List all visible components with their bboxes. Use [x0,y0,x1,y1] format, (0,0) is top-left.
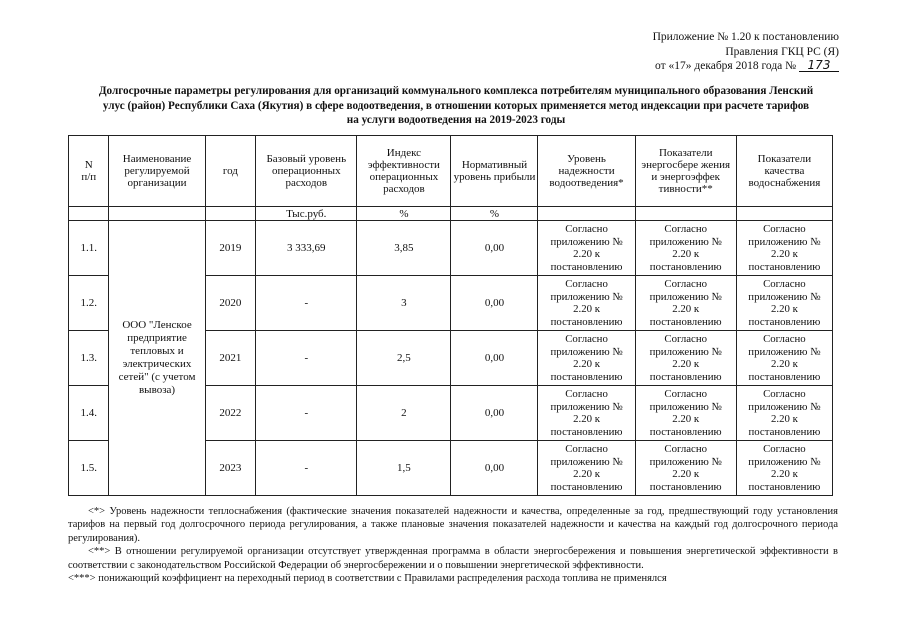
unit-efficiency-index: % [357,207,451,221]
unit-base-expenses: Тыс.руб. [256,207,357,221]
units-row [69,207,833,221]
document-title: Долгосрочные параметры регулирования для организаций коммунального комплекса потребителям муниципального образования Ленский улус (район) Республики Саха (Якутия) в сфере водоотведения, в отношении которых применяется метод индексации при расчете тарифов на услуги водоотведения на 2019-2023 годы [98,85,814,126]
header-line-2: Правления ГКЦ РС (Я) [725,45,839,58]
row-profit-level: 0,00 [451,221,538,276]
row-energy-saving: Согласно приложению № 2.20 к постановлению [635,276,736,331]
header-date-prefix: от «17» декабря 2018 года № [654,60,797,72]
header-line-1: Приложение № 1.20 к постановлению [652,31,839,43]
organization-name: ООО "Ленское предприятие тепловых и электрических сетей" (с учетом вывоза) [109,221,205,496]
row-profit-level: 0,00 [451,276,538,331]
col-header-number: N п/п [69,136,109,207]
unit-profit-level: % [451,207,538,221]
col-header-reliability: Уровень надежности водоотведения* [538,136,635,207]
row-energy-saving: Согласно приложению № 2.20 к постановлению [635,441,736,496]
row-quality: Согласно приложению № 2.20 к постановлению [736,441,832,496]
unit-cell [736,207,832,221]
col-header-profit-level: Нормативный уровень прибыли [451,136,538,207]
parameters-table [68,135,833,496]
row-reliability: Согласно приложению № 2.20 к постановлению [538,386,635,441]
row-base-expenses: - [256,386,357,441]
row-quality: Согласно приложению № 2.20 к постановлению [736,221,832,276]
row-year: 2019 [205,221,256,276]
row-year: 2021 [205,331,256,386]
row-number: 1.5. [69,441,109,496]
row-quality: Согласно приложению № 2.20 к постановлению [736,386,832,441]
row-profit-level: 0,00 [451,386,538,441]
row-year: 2023 [205,441,256,496]
header-row [69,136,833,207]
row-profit-level: 0,00 [451,331,538,386]
row-efficiency-index: 3,85 [357,221,451,276]
col-header-efficiency-index: Индекс эффективности операционных расходов [357,136,451,207]
row-reliability: Согласно приложению № 2.20 к постановлению [538,276,635,331]
unit-cell [538,207,635,221]
appendix-header [653,30,839,74]
unit-cell [69,207,109,221]
row-efficiency-index: 1,5 [357,441,451,496]
unit-cell [109,207,205,221]
row-efficiency-index: 2 [357,386,451,441]
row-quality: Согласно приложению № 2.20 к постановлению [736,276,832,331]
footnote-energy-saving: <**> В отношении регулируемой организации отсутствует утвержденная программа в области энергосбережения и повышения энергетической эффективности в соответствии с законодательством Российской Федерации об энергосбережении и о повышении энергетической эффективности. [68,546,838,571]
col-header-quality: Показатели качества водоснабжения [736,136,832,207]
row-energy-saving: Согласно приложению № 2.20 к постановлению [635,331,736,386]
row-year: 2020 [205,276,256,331]
row-number: 1.4. [69,386,109,441]
col-header-organization: Наименование регулируемой организации [109,136,205,207]
row-efficiency-index: 2,5 [357,331,451,386]
table-row [69,221,833,276]
col-header-energy-saving: Показатели энергосбере жения и энергоэффек тивности** [635,136,736,207]
footnote-coefficient: <***> понижающий коэффициент на переходный период в соответствии с Правилами распределения расхода топлива не применялся [68,573,667,585]
unit-cell [205,207,256,221]
row-base-expenses: - [256,441,357,496]
resolution-number: 173 [799,59,839,72]
row-reliability: Согласно приложению № 2.20 к постановлению [538,441,635,496]
row-reliability: Согласно приложению № 2.20 к постановлению [538,331,635,386]
row-energy-saving: Согласно приложению № 2.20 к постановлению [635,221,736,276]
row-base-expenses: - [256,276,357,331]
header-line-3 [653,59,839,74]
col-header-year: год [205,136,256,207]
footnote-reliability: <*> Уровень надежности теплоснабжения (фактические значения показателей надежности и качества, определенные за год, предшествующий году установления тарифов на первый год долгосрочного периода регулирования, а также плановые значения показателей надежности и качества на каждый год долгосрочного периода регулирования). [68,506,838,544]
row-number: 1.2. [69,276,109,331]
footnotes [68,505,838,585]
row-profit-level: 0,00 [451,441,538,496]
row-number: 1.3. [69,331,109,386]
row-reliability: Согласно приложению № 2.20 к постановлению [538,221,635,276]
unit-cell [635,207,736,221]
row-year: 2022 [205,386,256,441]
row-base-expenses: 3 333,69 [256,221,357,276]
row-base-expenses: - [256,331,357,386]
row-number: 1.1. [69,221,109,276]
row-quality: Согласно приложению № 2.20 к постановлению [736,331,832,386]
row-efficiency-index: 3 [357,276,451,331]
col-header-base-expenses: Базовый уровень операционных расходов [256,136,357,207]
row-energy-saving: Согласно приложению № 2.20 к постановлению [635,386,736,441]
